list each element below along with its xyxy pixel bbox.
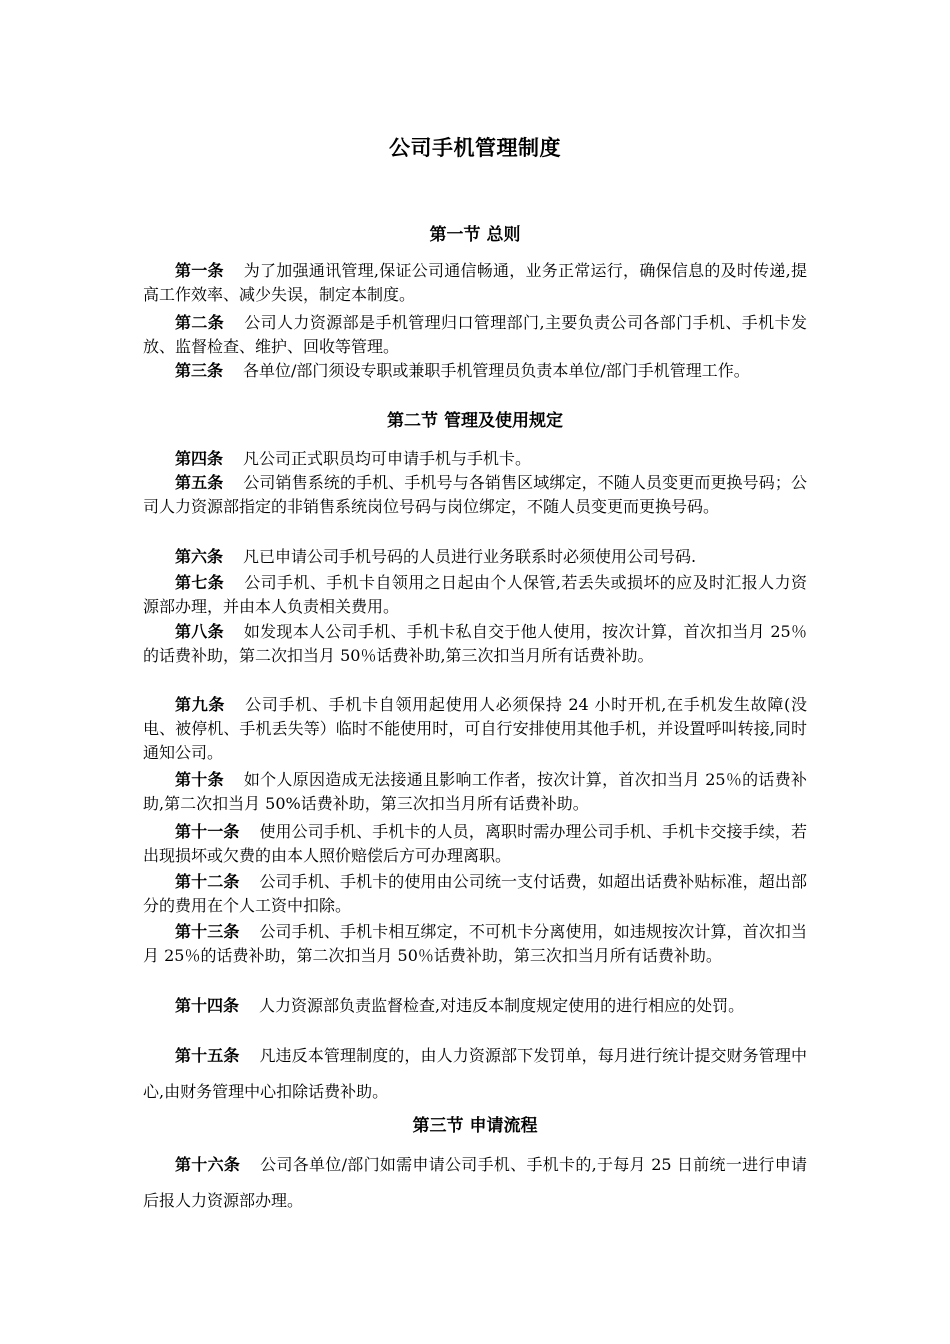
article-9 — [143, 693, 807, 765]
article-text: 为了加强通讯管理,保证公司通信畅通，业务正常运行，确保信息的及时传递,提高工作效率、减少失误，制定本制度。 — [143, 261, 807, 304]
article-text: 人力资源部负责监督检查,对违反本制度规定使用的进行相应的处罚。 — [259, 996, 745, 1015]
article-12 — [143, 870, 807, 918]
article-label: 第十二条 — [175, 872, 240, 891]
article-16 — [143, 1147, 807, 1219]
article-label: 第七条 — [175, 573, 225, 592]
section-heading-3: 第三节 申请流程 — [412, 1116, 538, 1136]
article-label: 第十四条 — [175, 996, 240, 1015]
article-10 — [143, 768, 807, 816]
article-label: 第十五条 — [175, 1046, 240, 1065]
article-4 — [143, 447, 807, 471]
section-heading-1: 第一节 总则 — [429, 225, 521, 245]
section-heading-2: 第二节 管理及使用规定 — [387, 411, 563, 431]
article-label: 第二条 — [175, 313, 225, 332]
article-8 — [143, 620, 807, 668]
article-7 — [143, 571, 807, 619]
article-3 — [143, 359, 807, 383]
article-13 — [143, 920, 807, 968]
article-text: 凡公司正式职员均可申请手机与手机卡。 — [243, 449, 532, 468]
article-text: 如个人原因造成无法接通且影响工作者，按次计算，首次扣当月 25％的话费补助,第二次扣当月 50%话费补助，第三次扣当月所有话费补助。 — [143, 770, 807, 813]
article-15 — [143, 1038, 807, 1110]
article-text: 凡违反本管理制度的，由人力资源部下发罚单，每月进行统计提交财务管理中心,由财务管理中心扣除话费补助。 — [143, 1046, 807, 1101]
article-text: 公司各单位/部门如需申请公司手机、手机卡的,于每月 25 日前统一进行申请后报人力资源部办理。 — [143, 1155, 807, 1210]
article-text: 公司手机、手机卡相互绑定，不可机卡分离使用，如违规按次计算，首次扣当月 25％的话费补助，第二次扣当月 50％话费补助，第三次扣当月所有话费补助。 — [143, 922, 807, 965]
article-text: 公司销售系统的手机、手机号与各销售区域绑定，不随人员变更而更换号码；公司人力资源部指定的非销售系统岗位号码与岗位绑定，不随人员变更而更换号码。 — [143, 473, 807, 516]
article-text: 公司人力资源部是手机管理归口管理部门,主要负责公司各部门手机、手机卡发放、监督检查、维护、回收等管理。 — [143, 313, 807, 356]
article-5 — [143, 471, 807, 519]
article-1 — [143, 259, 807, 307]
article-text: 各单位/部门须设专职或兼职手机管理员负责本单位/部门手机管理工作。 — [243, 361, 750, 380]
article-text: 公司手机、手机卡自领用之日起由个人保管,若丢失或损坏的应及时汇报人力资源部办理，并由本人负责相关费用。 — [143, 573, 807, 616]
article-text: 公司手机、手机卡的使用由公司统一支付话费，如超出话费补贴标准，超出部分的费用在个人工资中扣除。 — [143, 872, 807, 915]
document-title: 公司手机管理制度 — [389, 135, 561, 160]
article-text: 如发现本人公司手机、手机卡私自交于他人使用，按次计算，首次扣当月 25％的话费补助，第二次扣当月 50％话费补助,第三次扣当月所有话费补助。 — [143, 622, 807, 665]
article-2 — [143, 311, 807, 359]
article-14 — [143, 994, 807, 1018]
article-label: 第十三条 — [175, 922, 240, 941]
article-text: 公司手机、手机卡自领用起使用人必须保持 24 小时开机,在手机发生故障(没电、被停机、手机丢失等）临时不能使用时，可自行安排使用其他手机，并设置呼叫转接,同时通知公司。 — [143, 695, 807, 762]
article-label: 第八条 — [175, 622, 224, 641]
article-label: 第九条 — [175, 695, 226, 714]
article-label: 第十一条 — [175, 822, 240, 841]
article-label: 第三条 — [175, 361, 224, 380]
article-label: 第四条 — [175, 449, 224, 468]
article-11 — [143, 820, 807, 868]
article-label: 第十条 — [175, 770, 224, 789]
article-text: 使用公司手机、手机卡的人员，离职时需办理公司手机、手机卡交接手续，若出现损坏或欠费的由本人照价赔偿后方可办理离职。 — [143, 822, 807, 865]
article-text: 凡已申请公司手机号码的人员进行业务联系时必须使用公司号码. — [243, 547, 697, 566]
article-6 — [143, 545, 807, 569]
article-label: 第十六条 — [175, 1155, 241, 1174]
article-label: 第六条 — [175, 547, 224, 566]
article-label: 第一条 — [175, 261, 224, 280]
article-label: 第五条 — [175, 473, 224, 492]
